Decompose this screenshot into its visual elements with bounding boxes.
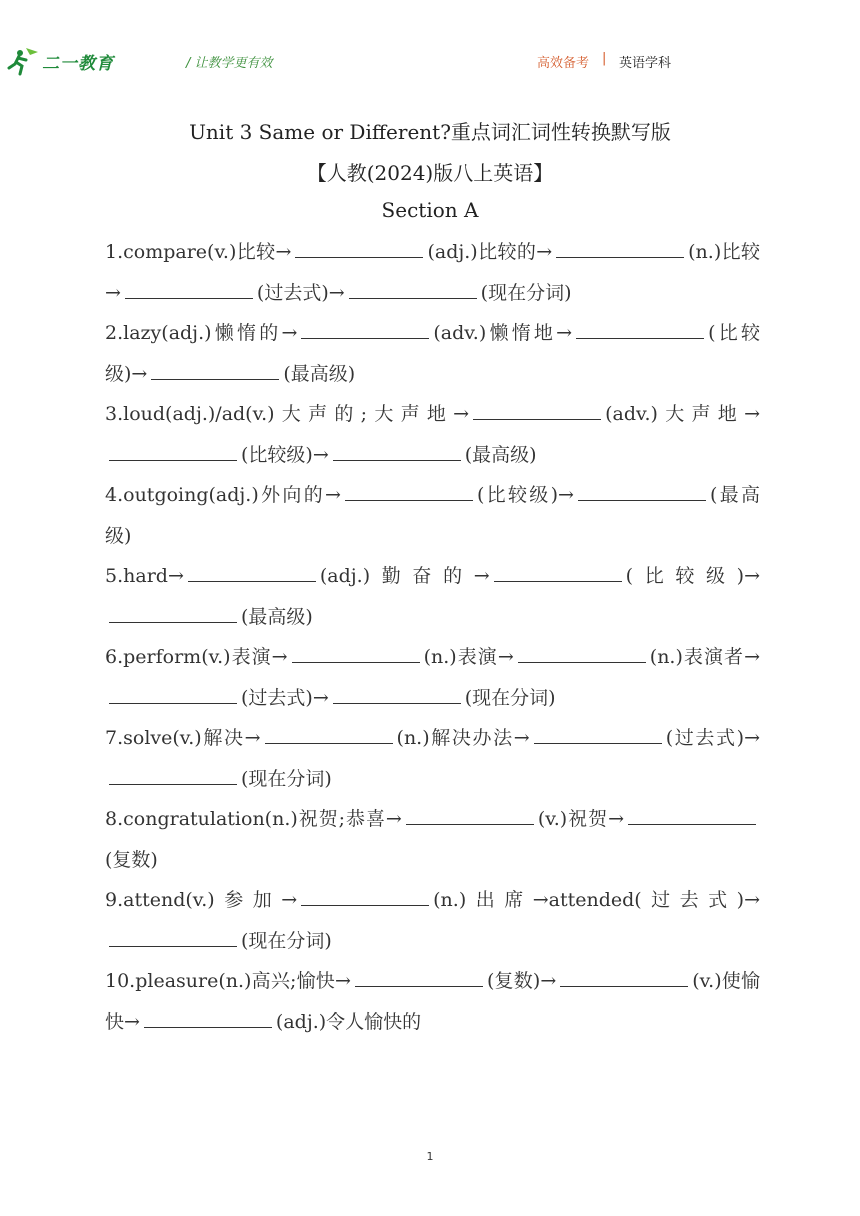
answer-blank[interactable] xyxy=(576,318,704,339)
answer-blank[interactable] xyxy=(109,602,237,623)
answer-blank[interactable] xyxy=(109,926,237,947)
answer-blank[interactable] xyxy=(556,237,684,258)
logo xyxy=(6,46,114,76)
answer-blank[interactable] xyxy=(494,561,622,582)
slogan: / 让教学更有效 xyxy=(186,56,273,71)
answer-blank[interactable] xyxy=(345,480,473,501)
list-item: 1.compare(v.)比较→ (adj.)比较的→ (n.)比较→ (过去式)→ (现在分词) xyxy=(105,232,760,313)
answer-blank[interactable] xyxy=(265,723,393,744)
answer-blank[interactable] xyxy=(188,561,316,582)
list-item: 2.lazy(adj.)懒惰的→ (adv.)懒惰地→ (比较级)→ (最高级) xyxy=(105,313,760,394)
exam-tag: 高效备考 xyxy=(537,56,590,71)
runner-logo-icon xyxy=(6,46,40,76)
answer-blank[interactable] xyxy=(301,885,429,906)
answer-blank[interactable] xyxy=(125,278,253,299)
subject-tag: 英语学科 xyxy=(619,56,672,71)
doc-title: Unit 3 Same or Different?重点词汇词性转换默写版 xyxy=(189,120,671,144)
list-item: 8.congratulation(n.)祝贺;恭喜→ (v.)祝贺→(复数) xyxy=(105,799,760,880)
answer-blank[interactable] xyxy=(109,764,237,785)
exercise-list xyxy=(105,232,760,1042)
answer-blank[interactable] xyxy=(295,237,423,258)
answer-blank[interactable] xyxy=(333,440,461,461)
list-item: 10.pleasure(n.)高兴;愉快→ (复数)→ (v.)使愉快→ (adj.)令人愉快的 xyxy=(105,961,760,1042)
answer-blank[interactable] xyxy=(301,318,429,339)
answer-blank[interactable] xyxy=(109,683,237,704)
doc-subtitle: 【人教(2024)版八上英语】 xyxy=(306,161,554,185)
list-item: 4.outgoing(adj.)外向的→ (比较级)→ (最高级) xyxy=(105,475,760,556)
list-item: 9.attend(v.)参加→ (n.)出席→attended(过去式)→(现在分词) xyxy=(105,880,760,961)
answer-blank[interactable] xyxy=(349,278,477,299)
answer-blank[interactable] xyxy=(473,399,601,420)
answer-blank[interactable] xyxy=(628,804,756,825)
logo-text: 二一教育 xyxy=(42,53,114,74)
page-number: 1 xyxy=(426,1150,434,1163)
answer-blank[interactable] xyxy=(406,804,534,825)
list-item: 5.hard→ (adj.)勤奋的→ (比较级)→(最高级) xyxy=(105,556,760,637)
section-heading: Section A xyxy=(381,198,479,222)
answer-blank[interactable] xyxy=(355,966,483,987)
list-item: 3.loud(adj.)/ad(v.)大声的;大声地→ (adv.)大声地→(比较级)→ (最高级) xyxy=(105,394,760,475)
list-item: 7.solve(v.)解决→ (n.)解决办法→ (过去式)→(现在分词) xyxy=(105,718,760,799)
answer-blank[interactable] xyxy=(144,1007,272,1028)
answer-blank[interactable] xyxy=(534,723,662,744)
answer-blank[interactable] xyxy=(578,480,706,501)
page-header xyxy=(0,40,860,80)
tag-separator: | xyxy=(602,51,607,66)
answer-blank[interactable] xyxy=(333,683,461,704)
list-item: 6.perform(v.)表演→ (n.)表演→ (n.)表演者→(过去式)→ (现在分词) xyxy=(105,637,760,718)
answer-blank[interactable] xyxy=(292,642,420,663)
answer-blank[interactable] xyxy=(151,359,279,380)
answer-blank[interactable] xyxy=(560,966,688,987)
answer-blank[interactable] xyxy=(109,440,237,461)
answer-blank[interactable] xyxy=(518,642,646,663)
